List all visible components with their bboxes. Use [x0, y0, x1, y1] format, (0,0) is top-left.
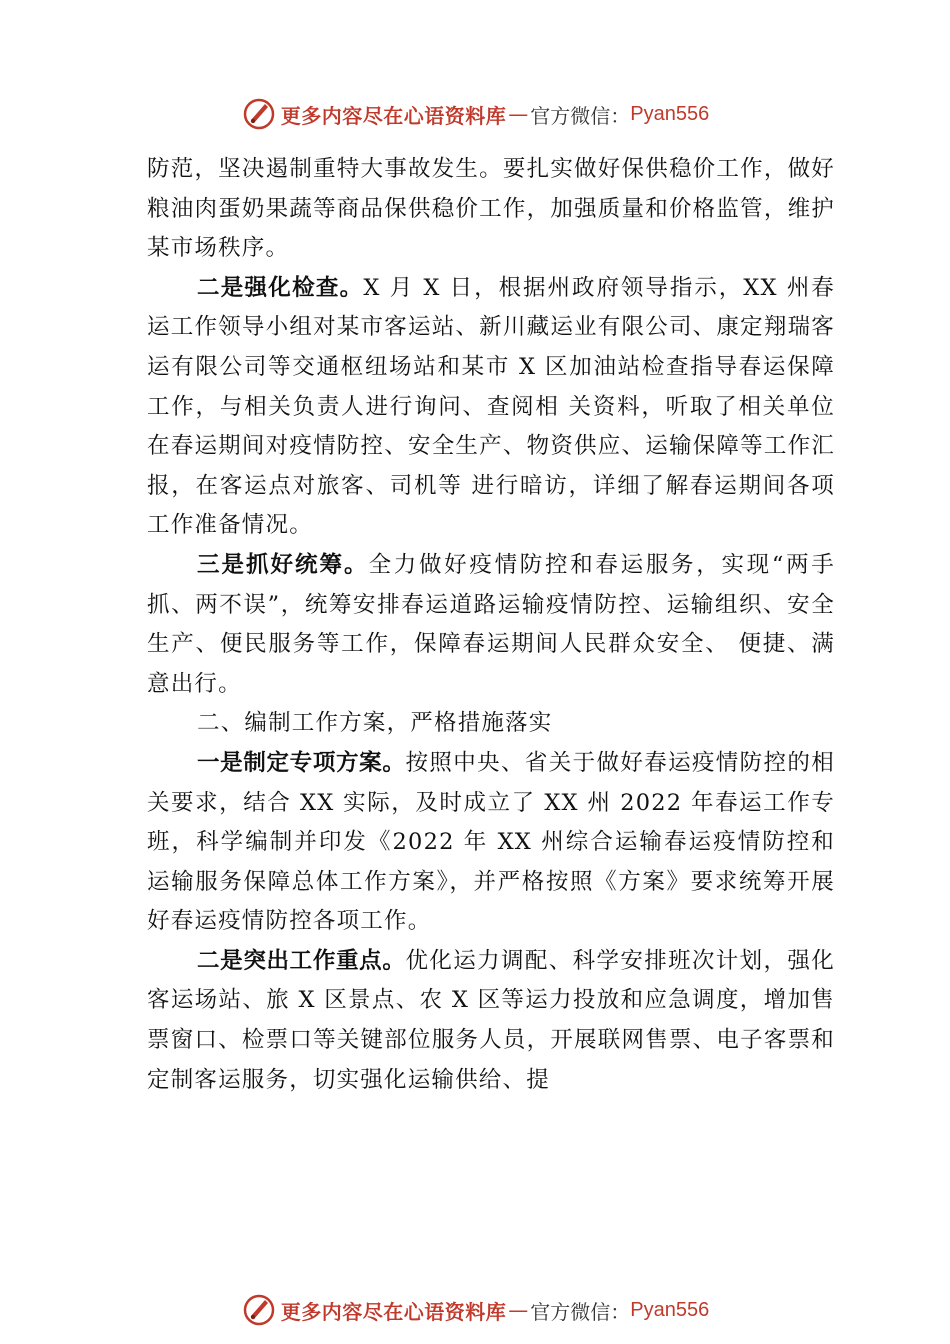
- wechat-id: Pyan556: [630, 102, 710, 125]
- brand-name: 更多内容尽在心语资料库: [280, 103, 507, 128]
- paragraph-2: 二是强化检查。X 月 X 日，根据州政府领导指示，XX 州春运工作领导小组对某市客运站、新川藏运业有限公司、康定翔瑞客运有限公司等交通枢纽场站和某市 X 区加油站检查指导春运保障工作，与相关负责人进行询问、查阅相 关资料，听取了相关单位在春运期间对疫情防控、安全生产、物资供应、运输保障等工作汇报，在客运点对旅客、司机等 进行暗访，详细了解春运期间各项工作准备情况。: [147, 274, 835, 539]
- paragraph-3: 三是抓好统筹。全力做好疫情防控和春运服务，实现“两手抓、两不误”，统筹安排春运道路运输疫情防控、运输组织、安全生产、便民服务等工作，保障春运期间人民群众安全、 便捷、满意出行。: [147, 551, 835, 697]
- document-body: [147, 150, 835, 1100]
- paragraph-5: 二是突出工作重点。优化运力调配、科学安排班次计划，强化客运场站、旅 X 区景点、农 X 区等运力投放和应急调度，增加售票窗口、检票口等关键部位服务人员，开展联网售票、电子客票和定制客运服务，切实强化运输供给、提: [147, 947, 835, 1093]
- paragraph-lead: 一是制定专项方案。: [197, 749, 406, 776]
- paragraph-lead: 二是强化检查。: [197, 274, 364, 301]
- wechat-label: 官方微信：: [530, 1299, 631, 1324]
- brand-logo-icon: [241, 1292, 277, 1328]
- paragraph-1: 防范，坚决遏制重特大事故发生。要扎实做好保供稳价工作，做好粮油肉蛋奶果蔬等商品保供稳价工作，加强质量和价格监管，维护某市场秩序。: [147, 156, 835, 262]
- wechat-label: 官方微信：: [530, 103, 631, 128]
- banner-dash: —: [508, 1298, 529, 1322]
- footer-banner: [0, 1290, 950, 1330]
- wechat-id: Pyan556: [630, 1298, 710, 1321]
- paragraph-lead: 三是抓好统筹。: [197, 551, 369, 578]
- brand-name: 更多内容尽在心语资料库: [280, 1299, 507, 1324]
- brand-logo-icon: [241, 96, 277, 132]
- paragraph-4: 一是制定专项方案。按照中央、省关于做好春运疫情防控的相关要求，结合 XX 实际，及时成立了 XX 州 2022 年春运工作专班，科学编制并印发《2022 年 XX 州综合运输春运疫情防控和运输服务保障总体工作方案》，并严格按照《方案》要求统筹开展好春运疫情防控各项工作。: [147, 749, 835, 935]
- banner-dash: —: [508, 102, 529, 126]
- header-banner: [0, 94, 950, 134]
- section-heading: 二、编制工作方案，严格措施落实: [197, 710, 553, 737]
- paragraph-lead: 二是突出工作重点。: [197, 947, 406, 974]
